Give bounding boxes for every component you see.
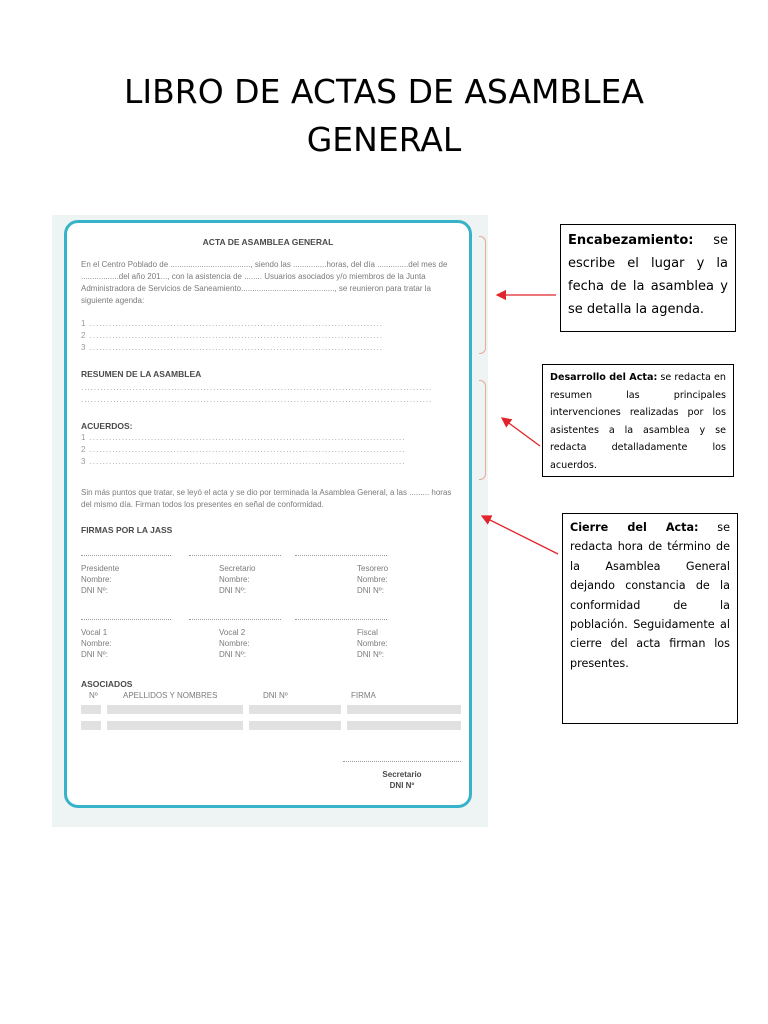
acuerdos-heading: ACUERDOS: bbox=[81, 421, 133, 431]
acuerdo-line-1: 1 .................................................................................................. bbox=[81, 433, 406, 442]
callout-encabezamiento bbox=[560, 224, 736, 332]
asociados-col-firma: FIRMA bbox=[351, 691, 376, 700]
callout-desarrollo bbox=[542, 364, 734, 477]
asociados-col-dni: DNI Nº bbox=[263, 691, 288, 700]
acta-closing: Sin más puntos que tratar, se leyó el acta y se dio por terminada la Asamblea General, a las ......... horas del mismo día. Firman todos los presentes en señal de conformidad. bbox=[81, 488, 452, 509]
agenda-line-2: 2 ........................................................................................... bbox=[81, 331, 383, 340]
acuerdo-line-2: 2 .................................................................................................. bbox=[81, 445, 406, 454]
resumen-line-2: ............................................................................................................. bbox=[81, 395, 433, 404]
asociados-col-nombres: APELLIDOS Y NOMBRES bbox=[123, 691, 218, 700]
callout-cierre bbox=[562, 513, 738, 724]
signature-block-vocal-1: Vocal 1 Nombre: DNI Nº: bbox=[81, 628, 112, 659]
signature-block-tesorero: Tesorero Nombre: DNI Nº: bbox=[357, 564, 389, 595]
arrow-desarrollo bbox=[502, 418, 540, 446]
resumen-line-1: ............................................................................................................. bbox=[81, 383, 433, 392]
signature-block-secretario: Secretario Nombre: DNI Nº: bbox=[219, 564, 256, 595]
callout-term: Cierre del Acta: bbox=[570, 521, 699, 534]
arrow-cierre bbox=[482, 516, 558, 554]
firmas-heading: FIRMAS POR LA JASS bbox=[81, 525, 173, 535]
agenda-line-3: 3 ........................................................................................... bbox=[81, 343, 383, 352]
signature-block-vocal-2: Vocal 2 Nombre: DNI Nº: bbox=[219, 628, 250, 659]
acta-intro: En el Centro Poblado de ...................................., siendo las ...............horas, del día ..............del mes de .................del año 201..., con la asistencia de ........ Usuarios asociados y/o miembros de la Junta Administradora de Servicios de Saneamiento.........................................., se reunieron para tratar la siguiente agenda: bbox=[81, 260, 448, 305]
callout-term: Encabezamiento: bbox=[568, 233, 694, 248]
acuerdo-line-3: 3 .................................................................................................. bbox=[81, 457, 406, 466]
callout-text: se redacta en resumen las principales intervenciones realizadas por los asistentes a la asamblea y se redacta detalladamente los acuerdos. bbox=[550, 372, 726, 471]
asociados-col-num: Nº bbox=[89, 691, 98, 700]
callout-text: se escribe el lugar y la fecha de la asamblea y se detalla la agenda. bbox=[568, 233, 728, 317]
callout-term: Desarrollo del Acta: bbox=[550, 372, 658, 383]
signature-block-presidente: Presidente Nombre: DNI Nº: bbox=[81, 564, 120, 595]
acta-title: ACTA DE ASAMBLEA GENERAL bbox=[202, 237, 334, 247]
agenda-line-1: 1 ........................................................................................... bbox=[81, 319, 383, 328]
callout-text: se redacta hora de término de la Asamblea General dejando constancia de la conformidad de la población. Seguidamente al cierre del acta firman los presentes. bbox=[570, 521, 730, 670]
resumen-heading: RESUMEN DE LA ASAMBLEA bbox=[81, 369, 202, 379]
footer-signature: Secretario DNI Nº bbox=[382, 770, 422, 790]
asociados-heading: ASOCIADOS bbox=[81, 679, 133, 689]
page-title-line-2: GENERAL bbox=[306, 120, 462, 159]
signature-block-fiscal: Fiscal Nombre: DNI Nº: bbox=[357, 628, 388, 659]
page-title-line-1: LIBRO DE ACTAS DE ASAMBLEA bbox=[124, 72, 644, 111]
